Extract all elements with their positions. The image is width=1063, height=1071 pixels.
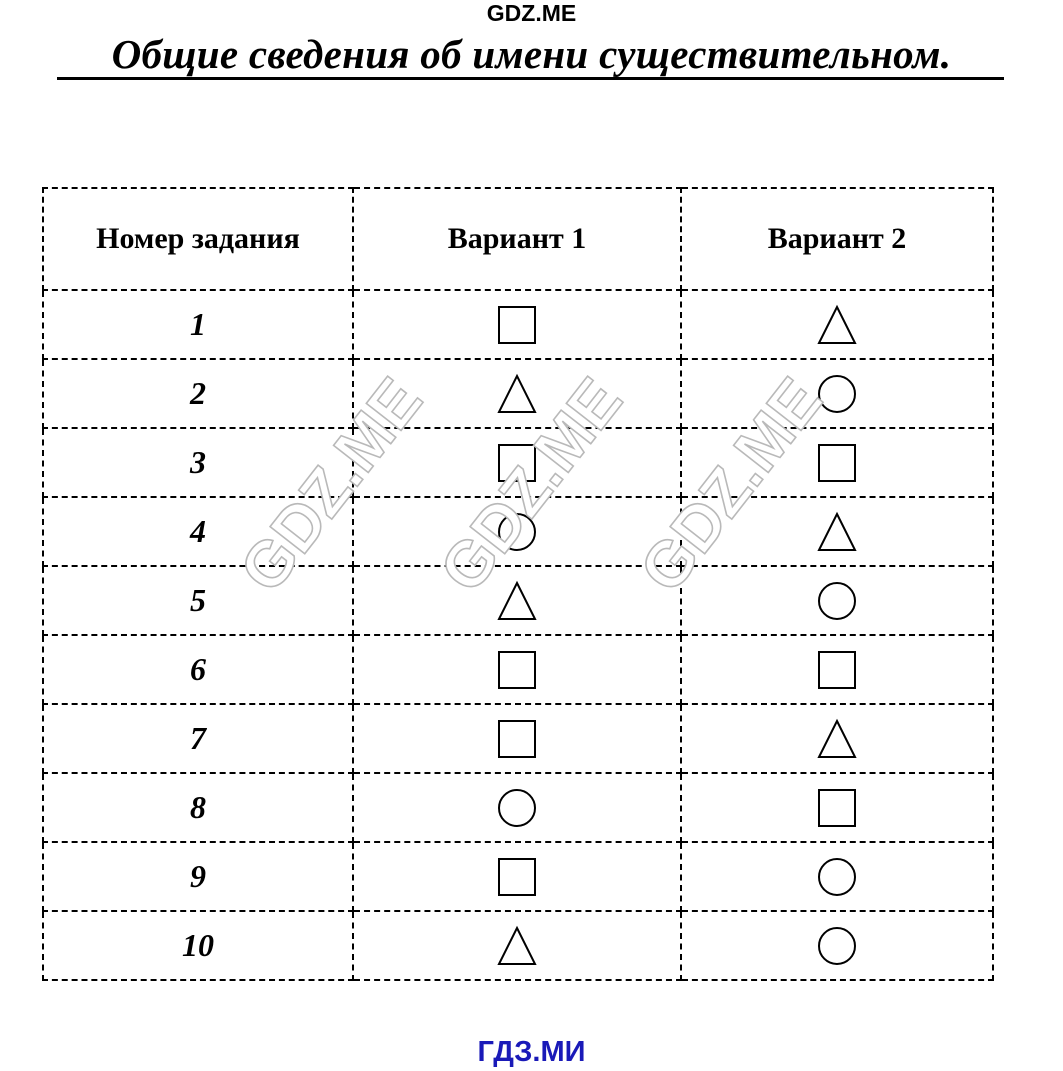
triangle-icon	[496, 580, 538, 622]
table-row	[43, 359, 993, 428]
table-row	[43, 290, 993, 359]
table-header-row	[43, 188, 993, 290]
table-row	[43, 635, 993, 704]
header-task-number: Номер задания	[43, 188, 353, 290]
circle-icon	[496, 511, 538, 553]
variant-2-cell	[681, 704, 993, 773]
square-icon	[496, 304, 538, 346]
title-underline	[57, 77, 1004, 80]
task-number-cell	[43, 842, 353, 911]
page-title: Общие сведения об имени существительном.	[111, 31, 952, 77]
task-number: 2	[190, 375, 206, 411]
table-row	[43, 566, 993, 635]
variant-2-cell	[681, 497, 993, 566]
task-number-cell	[43, 497, 353, 566]
watermark: GDZ.ME	[625, 364, 836, 605]
variant-2-cell	[681, 911, 993, 980]
variant-1-cell	[353, 497, 681, 566]
site-header-logo: GDZ.ME	[486, 0, 577, 26]
variant-1-cell	[353, 911, 681, 980]
task-number-cell	[43, 704, 353, 773]
task-number-cell	[43, 290, 353, 359]
watermark: GDZ.ME	[425, 364, 636, 605]
variant-2-cell	[681, 428, 993, 497]
task-number: 5	[190, 582, 206, 618]
table-row	[43, 842, 993, 911]
watermark: GDZ.ME	[225, 364, 436, 605]
variant-1-cell	[353, 635, 681, 704]
triangle-icon	[816, 304, 858, 346]
task-number: 3	[190, 444, 206, 480]
variant-2-cell	[681, 842, 993, 911]
variant-1-cell	[353, 428, 681, 497]
table-row	[43, 428, 993, 497]
task-number: 4	[190, 513, 206, 549]
triangle-icon	[496, 373, 538, 415]
task-number-cell	[43, 566, 353, 635]
circle-icon	[496, 787, 538, 829]
variant-1-cell	[353, 773, 681, 842]
square-icon	[496, 856, 538, 898]
square-icon	[816, 649, 858, 691]
table-row	[43, 497, 993, 566]
variant-2-cell	[681, 359, 993, 428]
circle-icon	[816, 925, 858, 967]
site-footer-link[interactable]: ГДЗ.МИ	[477, 1036, 586, 1068]
task-number: 1	[190, 306, 206, 342]
square-icon	[496, 649, 538, 691]
table-body	[43, 290, 993, 980]
answers-table	[42, 187, 994, 981]
triangle-icon	[816, 718, 858, 760]
circle-icon	[816, 856, 858, 898]
task-number-cell	[43, 911, 353, 980]
square-icon	[816, 442, 858, 484]
task-number-cell	[43, 773, 353, 842]
table-row	[43, 911, 993, 980]
variant-1-cell	[353, 842, 681, 911]
square-icon	[496, 718, 538, 760]
circle-icon	[816, 580, 858, 622]
variant-1-cell	[353, 290, 681, 359]
task-number: 7	[190, 720, 206, 756]
task-number: 9	[190, 858, 206, 894]
triangle-icon	[496, 925, 538, 967]
variant-2-cell	[681, 290, 993, 359]
table-row	[43, 704, 993, 773]
variant-2-cell	[681, 773, 993, 842]
header-variant-1: Вариант 1	[353, 188, 681, 290]
task-number-cell	[43, 635, 353, 704]
task-number-cell	[43, 428, 353, 497]
task-number: 8	[190, 789, 206, 825]
task-number: 6	[190, 651, 206, 687]
variant-1-cell	[353, 704, 681, 773]
task-number-cell	[43, 359, 353, 428]
table-row	[43, 773, 993, 842]
variant-2-cell	[681, 635, 993, 704]
header-variant-2: Вариант 2	[681, 188, 993, 290]
square-icon	[816, 787, 858, 829]
triangle-icon	[816, 511, 858, 553]
variant-2-cell	[681, 566, 993, 635]
variant-1-cell	[353, 359, 681, 428]
task-number: 10	[182, 927, 214, 963]
circle-icon	[816, 373, 858, 415]
variant-1-cell	[353, 566, 681, 635]
square-icon	[496, 442, 538, 484]
